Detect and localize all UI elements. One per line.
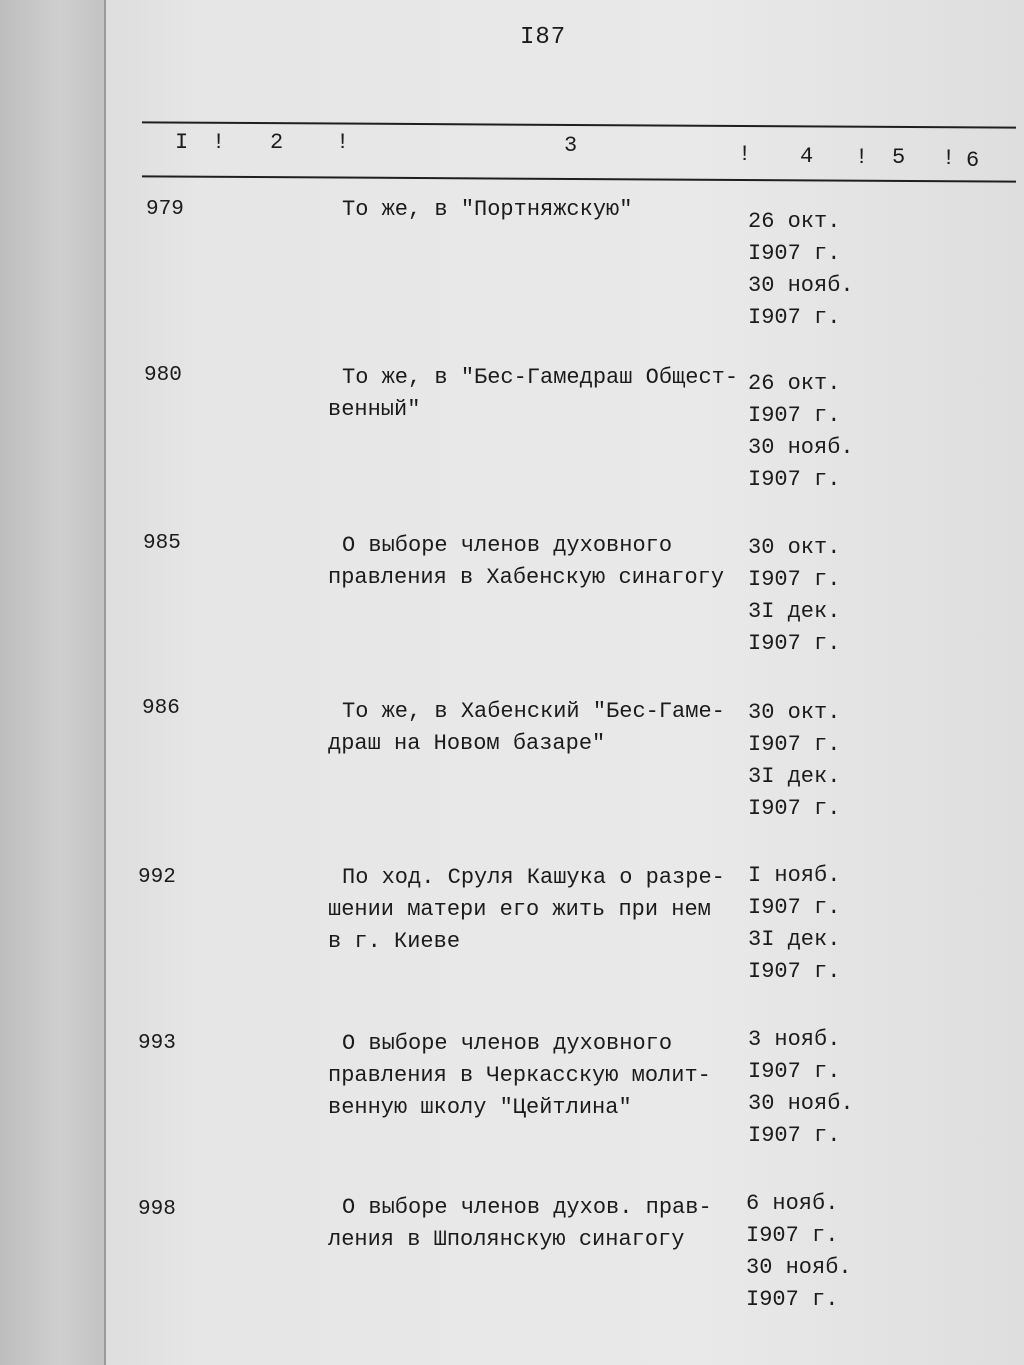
entry-description (328, 194, 748, 226)
date-line: 3I дек. (748, 927, 841, 952)
entry-description (328, 1028, 748, 1124)
description-line: венный" (328, 397, 421, 422)
entry-number: 985 (143, 532, 181, 555)
date-line: I907 г. (748, 1059, 841, 1084)
page-number: I87 (520, 24, 567, 51)
date-line: I907 г. (748, 796, 841, 821)
header-col-4: 4 (800, 144, 814, 169)
description-line: То же, в "Бес-Гамедраш Общест- (342, 365, 739, 390)
entry-description (328, 530, 748, 594)
date-line: I907 г. (748, 467, 841, 492)
description-line: драш на Новом базаре" (328, 731, 606, 756)
entry-dates (748, 1024, 854, 1152)
entry-number: 986 (142, 697, 180, 720)
entry-dates (748, 697, 840, 825)
description-line: О выборе членов духовного (342, 1031, 673, 1056)
date-line: 3 нояб. (748, 1027, 841, 1052)
entry-description (328, 696, 748, 760)
description-line: О выборе членов духовного (342, 533, 673, 558)
header-col-3: 3 (564, 133, 578, 158)
date-line: 6 нояб. (746, 1191, 839, 1216)
date-line: 30 окт. (748, 700, 841, 725)
description-line: То же, в "Портняжскую" (342, 197, 633, 222)
date-line: I907 г. (748, 1123, 841, 1148)
description-line: правления в Хабенскую синагогу (328, 565, 725, 590)
description-line: То же, в Хабенский "Бес-Гаме- (342, 699, 725, 724)
date-line: 26 окт. (748, 209, 841, 234)
header-separator: ! (212, 130, 226, 155)
date-line: I907 г. (748, 732, 841, 757)
entry-number: 992 (138, 866, 176, 889)
date-line: I907 г. (748, 241, 841, 266)
entry-description (328, 362, 748, 426)
date-line: 30 нояб. (748, 1091, 854, 1116)
entry-number: 993 (138, 1032, 176, 1055)
description-line: О выборе членов духов. прав- (342, 1195, 712, 1220)
date-line: I907 г. (746, 1223, 839, 1248)
date-line: I907 г. (748, 567, 841, 592)
header-top-rule (142, 121, 1016, 128)
header-col-1: I (175, 130, 189, 155)
description-line: ления в Шполянскую синагогу (328, 1227, 685, 1252)
header-bottom-rule (142, 175, 1016, 182)
entry-description (328, 1192, 748, 1256)
header-separator: ! (855, 145, 869, 170)
date-line: I907 г. (748, 895, 841, 920)
description-line: венную школу "Цейтлина" (328, 1095, 632, 1120)
description-line: в г. Киеве (328, 929, 461, 954)
entry-description (328, 862, 748, 958)
entry-dates (748, 368, 854, 496)
entry-dates (746, 1188, 852, 1316)
header-separator: ! (738, 142, 752, 167)
description-line: правления в Черкасскую молит- (328, 1063, 711, 1088)
entry-dates (748, 532, 840, 660)
date-line: 30 нояб. (748, 435, 854, 460)
date-line: 30 нояб. (746, 1255, 852, 1280)
date-line: 26 окт. (748, 371, 841, 396)
header-separator: ! (336, 130, 350, 155)
date-line: 3I дек. (748, 599, 841, 624)
date-line: 30 нояб. (748, 273, 854, 298)
entry-number: 980 (144, 364, 182, 387)
description-line: По ход. Сруля Кашука о разре- (342, 865, 725, 890)
entry-number: 979 (146, 198, 184, 221)
date-line: 30 окт. (748, 535, 841, 560)
header-separator: ! (942, 146, 956, 171)
date-line: I907 г. (748, 631, 841, 656)
date-line: I907 г. (748, 305, 841, 330)
header-col-2: 2 (270, 130, 284, 155)
description-line: шении матери его жить при нем (328, 897, 711, 922)
header-col-6: 6 (966, 148, 980, 173)
entry-dates (748, 206, 854, 334)
date-line: 3I дек. (748, 764, 841, 789)
date-line: I907 г. (746, 1287, 839, 1312)
date-line: I907 г. (748, 959, 841, 984)
date-line: I нояб. (748, 863, 841, 888)
header-col-5: 5 (892, 145, 906, 170)
entry-number: 998 (138, 1198, 176, 1221)
adjacent-page-edge (0, 0, 106, 1365)
date-line: I907 г. (748, 403, 841, 428)
entry-dates (748, 860, 840, 988)
